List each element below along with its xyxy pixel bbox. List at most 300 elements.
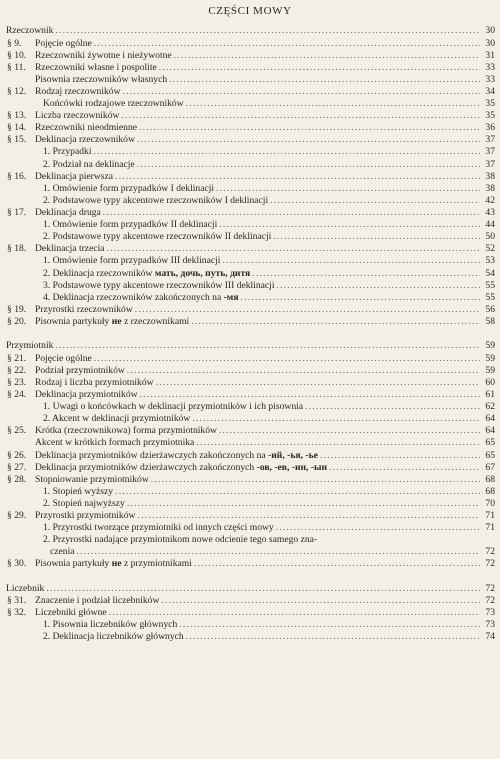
toc-entry[interactable] [0, 437, 500, 449]
toc-entry-label [43, 98, 480, 110]
toc-entry[interactable] [0, 462, 500, 474]
toc-entry-text: Akcent w krótkich formach przymiotnika [35, 437, 195, 449]
toc-entry[interactable] [0, 510, 500, 522]
toc-entry-title [35, 110, 119, 122]
toc-entry-title [43, 522, 274, 534]
toc-page-number: 38 [485, 182, 495, 194]
toc-entry-text: Pojęcie ogólne [35, 352, 92, 364]
toc-page-number: 36 [485, 122, 495, 134]
toc-entry-title [43, 146, 92, 158]
toc-entry-title [35, 134, 135, 146]
toc-entry-number: § 26. [7, 449, 27, 461]
toc-entry-number: § 21. [7, 352, 27, 364]
dot-leader [135, 134, 480, 146]
dot-leader [92, 146, 481, 158]
toc-entry-title [43, 268, 250, 280]
toc-page-number: 72 [485, 546, 495, 558]
toc-entry-label [35, 474, 480, 486]
toc-entry-russian-term: -ов, -ев, -ин, -ын [256, 461, 328, 473]
toc-entry-title [43, 486, 113, 498]
toc-entry-label [35, 462, 480, 474]
toc-page-number: 65 [485, 449, 495, 461]
dot-leader [119, 110, 480, 122]
toc-entry-title [35, 450, 318, 462]
toc-entry-text: 2. Przyrostki nadające przymiotnikom nowe odcienie tego samego zna- [43, 534, 318, 546]
toc-page-number: 31 [485, 49, 495, 61]
toc-entry-text: Liczebniki główne [35, 607, 107, 619]
toc-entry-text: 1. Omówienie form przypadków II deklinacji [43, 219, 218, 231]
toc-entry-text: Stopniowanie przymiotników [35, 473, 149, 485]
toc-entry-text: 1. Omówienie form przypadków I deklinacji [43, 182, 215, 194]
toc-page-number: 55 [485, 291, 495, 303]
toc-entry-text: Rodzaj rzeczowników [35, 85, 121, 97]
toc-entry[interactable] [0, 558, 500, 570]
toc-entry[interactable] [0, 534, 500, 546]
toc-entry[interactable] [0, 546, 500, 558]
toc-entry-label [43, 631, 480, 643]
toc-entry-label [43, 219, 480, 231]
toc-entry-label [43, 146, 480, 158]
toc-entry-text: Pisownia rzeczowników własnych [35, 73, 168, 85]
toc-entry-label [43, 534, 480, 546]
dot-leader [303, 401, 480, 413]
toc-section-heading[interactable] [0, 23, 500, 38]
toc-entry[interactable] [0, 365, 500, 377]
toc-entry[interactable] [0, 62, 500, 74]
toc-entry[interactable] [0, 486, 500, 498]
toc-entry-label [35, 243, 480, 255]
dot-leader [192, 558, 480, 570]
toc-entry-title [43, 401, 303, 413]
toc-entry-label [43, 413, 480, 425]
toc-page-number: 50 [485, 231, 495, 243]
toc-entry-label [35, 450, 480, 462]
toc-page-number: 68 [485, 473, 495, 485]
toc-entry-label [43, 280, 480, 292]
toc-entry-text: 1. Stopień wyższy [43, 485, 114, 497]
toc-entry-title [35, 607, 107, 619]
toc-entry[interactable] [0, 146, 500, 158]
toc-entry-label [35, 353, 480, 365]
toc-entry-label [43, 498, 480, 510]
toc-entry[interactable] [0, 292, 500, 304]
dot-leader [239, 292, 480, 304]
dot-leader [138, 389, 480, 401]
toc-page-number: 43 [485, 207, 495, 219]
dot-leader [113, 171, 480, 183]
toc-entry[interactable] [0, 595, 500, 607]
dot-leader [167, 74, 480, 86]
toc-entry-number: § 28. [7, 473, 27, 485]
toc-page-number: 35 [485, 110, 495, 122]
toc-entry[interactable] [0, 413, 500, 425]
toc-entry-title [35, 171, 113, 183]
dot-leader [159, 595, 480, 607]
toc-entry-title [43, 631, 184, 643]
toc-entry-title [43, 534, 317, 546]
toc-entry-title [43, 255, 220, 267]
toc-entry[interactable] [0, 522, 500, 534]
dot-leader [318, 450, 480, 462]
toc-entry-title [43, 159, 135, 171]
toc-entry-label [35, 558, 480, 570]
toc-page-number: 68 [485, 485, 495, 497]
toc-entry-title [43, 292, 239, 304]
toc-entry-text: 3. Podstawowe typy akcentowe rzeczowników III deklinacji [43, 279, 275, 291]
toc-entry-text: Deklinacja trzecia [35, 243, 105, 255]
toc-page-number: 59 [485, 364, 495, 376]
toc-entry[interactable] [0, 425, 500, 437]
toc-page-number: 72 [485, 558, 495, 570]
toc-page-number: 34 [485, 85, 495, 97]
dot-leader [275, 280, 480, 292]
toc-entry-text: 2. Deklinacja liczebników głównych [43, 631, 184, 643]
toc-entry-title [43, 280, 275, 292]
dot-leader [113, 486, 480, 498]
toc-page-number: 60 [485, 376, 495, 388]
toc-page-number: 53 [485, 255, 495, 267]
toc-entry-title [35, 437, 194, 449]
toc-entry-text: Przymiotnik [6, 340, 54, 352]
toc-page-number: 37 [485, 134, 495, 146]
toc-entry-title [43, 231, 271, 243]
toc-entry[interactable] [0, 122, 500, 134]
toc-entry[interactable] [0, 255, 500, 267]
dot-leader [268, 195, 480, 207]
toc-entry-label [35, 38, 480, 50]
toc-entry-label [43, 486, 480, 498]
toc-entry[interactable] [0, 50, 500, 62]
toc-entry-title [35, 74, 167, 86]
toc-page-number: 71 [485, 510, 495, 522]
toc-entry-russian-term: -мя [223, 291, 239, 303]
toc-entry-number: § 20. [7, 316, 27, 328]
toc-entry-number: § 22. [7, 364, 27, 376]
toc-entry[interactable] [0, 619, 500, 631]
toc-entry-label [35, 437, 480, 449]
toc-entry-label [43, 255, 480, 267]
dot-leader [121, 86, 480, 98]
toc-entry-text: czenia [50, 546, 75, 558]
toc-entry-text: Deklinacja pierwsza [35, 170, 114, 182]
toc-entry-text: Pisownia partykuły [35, 316, 112, 328]
toc-entry-number: § 18. [7, 243, 27, 255]
toc-entry[interactable] [0, 86, 500, 98]
toc-page-number: 56 [485, 303, 495, 315]
toc-entry-text: 2. Stopień najwyższy [43, 497, 125, 509]
table-of-contents [0, 23, 500, 644]
toc-page-number: 55 [485, 279, 495, 291]
toc-entry-text: Rzeczownik [6, 25, 54, 36]
toc-entry-title [50, 546, 75, 558]
toc-entry[interactable] [0, 474, 500, 486]
dot-leader [217, 219, 480, 231]
toc-page-number: 30 [485, 25, 495, 36]
toc-entry-title [35, 50, 172, 62]
toc-page-number: 67 [485, 461, 495, 473]
toc-page-number: 59 [485, 340, 495, 352]
toc-entry-number: § 17. [7, 207, 27, 219]
toc-entry-text: Przyrostki przymiotników [35, 510, 136, 522]
toc-entry[interactable] [0, 316, 500, 328]
section-gap [0, 328, 500, 338]
toc-entry-text: Krótka (rzeczownikowa) forma przymiotników [35, 425, 217, 437]
toc-page-number: 42 [485, 194, 495, 206]
toc-entry-title [43, 195, 268, 207]
toc-entry-text: Deklinacja druga [35, 207, 101, 219]
dot-leader [137, 122, 480, 134]
toc-entry-text: 2. Podstawowe typy akcentowe rzeczowników I deklinacji [43, 194, 269, 206]
toc-entry-text: Rzeczowniki nieodmienne [35, 122, 138, 134]
toc-entry-title [43, 98, 184, 110]
toc-entry-number: § 30. [7, 558, 27, 570]
dot-leader [327, 462, 480, 474]
toc-entry-title [35, 389, 138, 401]
toc-entry-title [35, 510, 135, 522]
toc-entry-label [35, 86, 480, 98]
toc-entry-text-suffix: z przymiotnikami [121, 558, 192, 570]
toc-page-number: 33 [485, 61, 495, 73]
toc-entry-label [43, 159, 480, 171]
toc-entry-russian-term: не [111, 558, 122, 570]
toc-entry-text: 2. Podstawowe typy akcentowe rzeczowników II deklinacji [43, 231, 272, 243]
toc-entry-number: § 31. [7, 595, 27, 607]
toc-page-number: 73 [485, 619, 495, 631]
toc-entry-label [43, 619, 480, 631]
toc-entry[interactable] [0, 498, 500, 510]
toc-entry-text: Znaczenie i podział liczebników [35, 595, 160, 607]
toc-entry-title [35, 243, 105, 255]
toc-entry-number: § 14. [7, 122, 27, 134]
toc-page-number: 44 [485, 219, 495, 231]
toc-entry-label [35, 110, 480, 122]
toc-entry-number: § 12. [7, 85, 27, 97]
toc-entry-label [35, 510, 480, 522]
dot-leader [125, 498, 480, 510]
toc-entry[interactable] [0, 401, 500, 413]
toc-entry-label [35, 171, 480, 183]
toc-entry[interactable] [0, 195, 500, 207]
toc-entry-number: § 29. [7, 510, 27, 522]
toc-entry-label [35, 316, 480, 328]
toc-page-number: 58 [485, 316, 495, 328]
dot-leader [107, 607, 480, 619]
toc-entry-label [35, 425, 480, 437]
dot-leader [133, 304, 480, 316]
toc-entry-number: § 16. [7, 170, 27, 182]
dot-leader [250, 268, 480, 280]
toc-entry-label [35, 607, 480, 619]
dot-leader [92, 353, 480, 365]
toc-entry[interactable] [0, 74, 500, 86]
toc-entry-label [35, 377, 480, 389]
toc-entry-text: 1. Przyrostki tworzące przymiotniki od innych części mowy [43, 522, 274, 534]
toc-entry-label [35, 304, 480, 316]
toc-entry-label [43, 268, 480, 280]
toc-entry-title [35, 38, 92, 50]
toc-entry-title [35, 462, 327, 474]
toc-entry[interactable] [0, 159, 500, 171]
toc-page-number: 72 [485, 582, 495, 594]
toc-entry-title [35, 62, 157, 74]
toc-entry-label [43, 522, 480, 534]
toc-entry-text: Rzeczowniki własne i pospolite [35, 61, 157, 73]
toc-entry-label [43, 231, 480, 243]
toc-entry-label [35, 50, 480, 62]
dot-leader [172, 50, 480, 62]
toc-entry[interactable] [0, 38, 500, 50]
toc-entry-number: § 9. [7, 37, 22, 49]
toc-entry[interactable] [0, 631, 500, 643]
dot-leader [157, 62, 480, 74]
toc-entry-number: § 25. [7, 425, 27, 437]
dot-leader [189, 316, 480, 328]
toc-entry[interactable] [0, 353, 500, 365]
toc-entry-text: 1. Pisownia liczebników głównych [43, 619, 178, 631]
toc-entry-title [35, 595, 159, 607]
toc-entry-number: § 23. [7, 376, 27, 388]
toc-entry[interactable] [0, 171, 500, 183]
toc-page-number: 38 [485, 170, 495, 182]
toc-entry-number: § 11. [7, 61, 26, 73]
dot-leader [135, 159, 480, 171]
toc-entry[interactable] [0, 607, 500, 619]
toc-entry-title [35, 558, 192, 570]
toc-entry-number: § 27. [7, 461, 27, 473]
toc-page-number: 52 [485, 243, 495, 255]
dot-leader [220, 255, 480, 267]
dot-leader [154, 377, 480, 389]
dot-leader [75, 546, 481, 558]
toc-entry-label [43, 195, 480, 207]
toc-page-number: 33 [485, 73, 495, 85]
toc-entry-number: § 15. [7, 134, 27, 146]
toc-entry[interactable] [0, 110, 500, 122]
toc-entry-label [43, 401, 480, 413]
dot-leader [217, 425, 480, 437]
toc-entry-text: Liczebnik [6, 582, 45, 594]
toc-entry-title [35, 207, 101, 219]
toc-page-number: 64 [485, 413, 495, 425]
toc-entry-label [35, 365, 480, 377]
toc-entry[interactable] [0, 98, 500, 110]
toc-entry[interactable] [0, 243, 500, 255]
toc-entry-text: Deklinacja przymiotników dzierżawczych zakończonych na [35, 449, 269, 461]
dot-leader [214, 183, 480, 195]
toc-entry[interactable] [0, 280, 500, 292]
toc-entry-text: Pisownia partykuły [35, 558, 112, 570]
toc-entry-label [35, 62, 480, 74]
toc-entry-number: § 24. [7, 388, 27, 400]
dot-leader [149, 474, 480, 486]
dot-leader [271, 231, 480, 243]
toc-entry-label [35, 122, 480, 134]
toc-entry-label [35, 134, 480, 146]
toc-entry-text: Deklinacja rzeczowników [35, 134, 135, 146]
toc-entry-text: 1. Uwagi o końcówkach w deklinacji przymiotników i ich pisownia [43, 401, 304, 413]
toc-entry[interactable] [0, 183, 500, 195]
toc-entry-text: Przyrostki rzeczowników [35, 303, 133, 315]
toc-entry-title [35, 365, 125, 377]
toc-entry-label [35, 595, 480, 607]
toc-entry-label [50, 546, 480, 558]
toc-page-number: 30 [485, 37, 495, 49]
toc-entry-label [35, 74, 480, 86]
toc-page-number: 59 [485, 352, 495, 364]
toc-entry[interactable] [0, 207, 500, 219]
toc-entry-number: § 13. [7, 110, 27, 122]
toc-entry-title [43, 183, 214, 195]
toc-page-number: 70 [485, 497, 495, 509]
page-title: CZĘŚCI MOWY [208, 5, 292, 17]
toc-page-number: 35 [485, 98, 495, 110]
toc-entry-text: Rodzaj i liczba przymiotników [35, 376, 154, 388]
toc-entry-label [43, 183, 480, 195]
toc-entry-russian-term: -ий, -ья, -ье [268, 449, 318, 461]
toc-page-number: 65 [485, 437, 495, 449]
toc-entry-text: Liczba rzeczowników [35, 110, 120, 122]
dot-leader [177, 619, 480, 631]
toc-entry[interactable] [0, 304, 500, 316]
dot-leader [101, 207, 480, 219]
toc-entry-text: Podział przymiotników [35, 364, 125, 376]
toc-entry[interactable] [0, 389, 500, 401]
dot-leader [92, 38, 480, 50]
toc-entry-text: 2. Akcent w deklinacji przymiotników [43, 413, 191, 425]
toc-entry[interactable] [0, 268, 500, 280]
toc-entry-title [35, 425, 217, 437]
toc-page-number: 71 [485, 522, 495, 534]
toc-entry-title [35, 304, 133, 316]
toc-entry-text: Deklinacja przymiotników dzierżawczych zakończonych [35, 461, 257, 473]
toc-page-number: 62 [485, 401, 495, 413]
toc-entry-text: 1. Przypadki [43, 146, 92, 158]
toc-section-heading[interactable] [0, 338, 500, 353]
toc-entry[interactable] [0, 377, 500, 389]
toc-entry-text: 1. Omówienie form przypadków III deklinacji [43, 255, 221, 267]
section-gap [0, 571, 500, 581]
toc-page-number: 37 [485, 158, 495, 170]
toc-entry-title [35, 377, 154, 389]
toc-entry-title [35, 316, 189, 328]
toc-entry-text: 2. Podział na deklinacje [43, 158, 135, 170]
dot-leader [125, 365, 480, 377]
toc-entry-title [43, 413, 190, 425]
toc-entry-number: § 32. [7, 607, 27, 619]
dot-leader [190, 413, 480, 425]
toc-entry-label [35, 207, 480, 219]
toc-entry-russian-term: не [111, 316, 122, 328]
dot-leader [194, 437, 480, 449]
toc-page-number: 74 [485, 631, 495, 643]
toc-entry-title [35, 353, 92, 365]
toc-entry-number: § 10. [7, 49, 27, 61]
toc-entry-title [35, 86, 121, 98]
toc-entry[interactable] [0, 134, 500, 146]
toc-entry-russian-term: мать, дочь, путь, дитя [154, 267, 251, 279]
toc-page-number: 72 [485, 595, 495, 607]
toc-entry[interactable] [0, 450, 500, 462]
toc-page-number: 64 [485, 425, 495, 437]
toc-entry-text: Końcówki rodzajowe rzeczowników [43, 98, 184, 110]
dot-leader [274, 522, 480, 534]
toc-entry[interactable] [0, 219, 500, 231]
toc-entry[interactable] [0, 231, 500, 243]
toc-section-heading[interactable] [0, 581, 500, 596]
dot-leader [184, 631, 480, 643]
toc-entry-title [35, 122, 137, 134]
toc-entry-label [35, 389, 480, 401]
